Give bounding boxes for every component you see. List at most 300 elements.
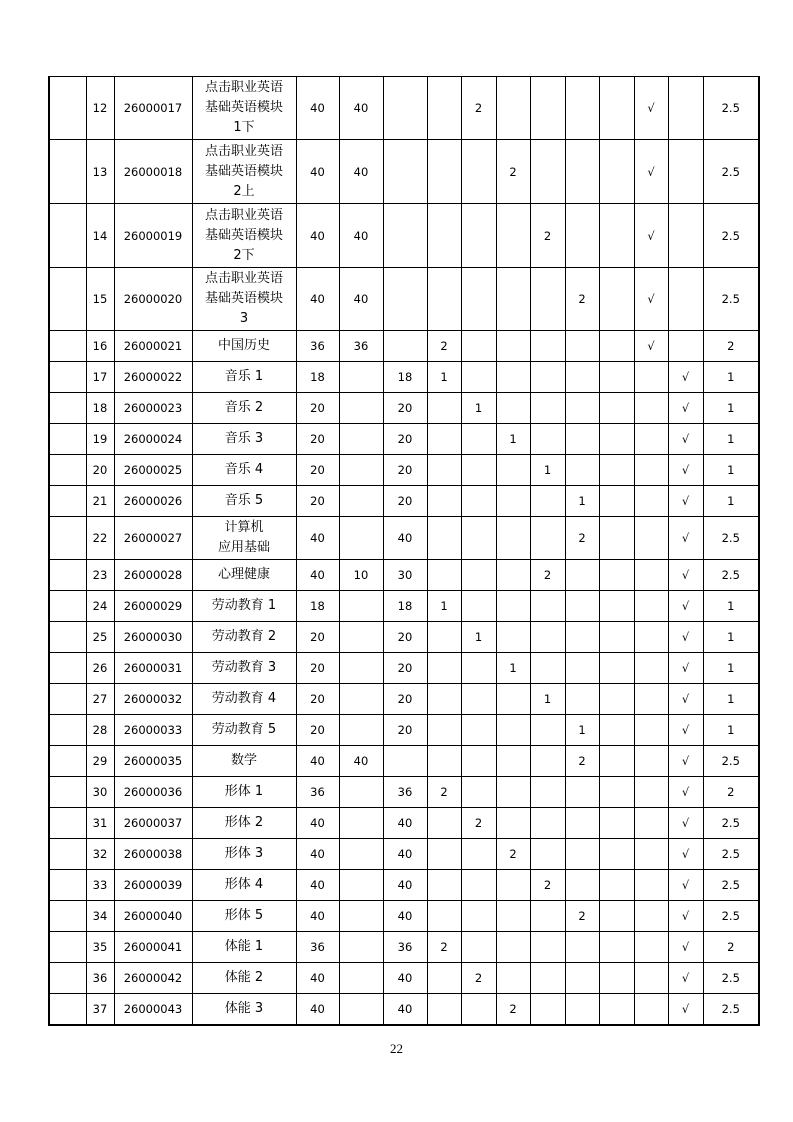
semester-3-cell bbox=[496, 517, 530, 560]
row-number-cell: 14 bbox=[86, 204, 114, 268]
assessment-col-3-cell: √ bbox=[668, 870, 703, 901]
table-row bbox=[49, 839, 759, 870]
semester-2-cell bbox=[461, 204, 496, 268]
semester-5-cell bbox=[565, 994, 599, 1025]
category-cell bbox=[49, 140, 86, 204]
semester-2-cell bbox=[461, 777, 496, 808]
course-name-cell bbox=[192, 870, 296, 901]
course-code-cell: 26000042 bbox=[114, 963, 192, 994]
course-code-cell: 26000019 bbox=[114, 204, 192, 268]
semester-4-cell bbox=[530, 932, 565, 963]
total-hours-cell: 40 bbox=[296, 808, 339, 839]
semester-3-cell bbox=[496, 393, 530, 424]
course-name-line: 形体 5 bbox=[224, 908, 264, 923]
course-name-line: 点击职业英语 bbox=[204, 80, 283, 95]
row-number-cell: 13 bbox=[86, 140, 114, 204]
assessment-col-3-cell: √ bbox=[668, 963, 703, 994]
semester-2-cell bbox=[461, 684, 496, 715]
course-code-cell: 26000018 bbox=[114, 140, 192, 204]
table-row bbox=[49, 591, 759, 622]
practice-hours-cell: 30 bbox=[383, 560, 427, 591]
course-code-cell: 26000043 bbox=[114, 994, 192, 1025]
theory-hours-cell: 36 bbox=[339, 331, 383, 362]
category-cell bbox=[49, 746, 86, 777]
assessment-col-1-cell bbox=[599, 653, 634, 684]
course-name-line: 基础英语模块 bbox=[204, 227, 283, 243]
assessment-col-1-cell bbox=[599, 932, 634, 963]
course-name-cell bbox=[192, 204, 296, 268]
practice-hours-cell bbox=[383, 204, 427, 268]
course-name-line: 体能 1 bbox=[224, 939, 264, 954]
total-hours-cell: 40 bbox=[296, 268, 339, 331]
semester-3-cell bbox=[496, 362, 530, 393]
semester-3-cell bbox=[496, 560, 530, 591]
semester-5-cell bbox=[565, 424, 599, 455]
assessment-col-1-cell bbox=[599, 331, 634, 362]
semester-1-cell: 2 bbox=[427, 932, 461, 963]
course-code-cell: 26000032 bbox=[114, 684, 192, 715]
credit-cell: 1 bbox=[703, 591, 759, 622]
course-code-cell: 26000029 bbox=[114, 591, 192, 622]
category-cell bbox=[49, 362, 86, 393]
category-cell bbox=[49, 77, 86, 140]
semester-3-cell bbox=[496, 455, 530, 486]
semester-4-cell bbox=[530, 901, 565, 932]
semester-4-cell bbox=[530, 424, 565, 455]
theory-hours-cell: 40 bbox=[339, 204, 383, 268]
course-name-line: 音乐 1 bbox=[224, 369, 264, 384]
category-cell bbox=[49, 932, 86, 963]
course-name-line: 形体 1 bbox=[224, 784, 264, 799]
total-hours-cell: 40 bbox=[296, 839, 339, 870]
row-number-cell: 19 bbox=[86, 424, 114, 455]
course-name-cell bbox=[192, 560, 296, 591]
credit-cell: 2 bbox=[703, 932, 759, 963]
total-hours-cell: 20 bbox=[296, 715, 339, 746]
table-row bbox=[49, 424, 759, 455]
semester-2-cell bbox=[461, 870, 496, 901]
practice-hours-cell: 18 bbox=[383, 591, 427, 622]
category-cell bbox=[49, 455, 86, 486]
assessment-col-1-cell bbox=[599, 684, 634, 715]
row-number-cell: 16 bbox=[86, 331, 114, 362]
course-name-line: 点击职业英语 bbox=[204, 271, 283, 286]
course-name-line: 劳动教育 4 bbox=[211, 691, 277, 706]
credit-cell: 1 bbox=[703, 455, 759, 486]
assessment-col-1-cell bbox=[599, 994, 634, 1025]
theory-hours-cell bbox=[339, 455, 383, 486]
assessment-col-2-cell bbox=[634, 560, 668, 591]
semester-2-cell bbox=[461, 455, 496, 486]
assessment-col-2-cell: √ bbox=[634, 204, 668, 268]
assessment-col-2-cell bbox=[634, 932, 668, 963]
table-row bbox=[49, 77, 759, 140]
practice-hours-cell: 40 bbox=[383, 808, 427, 839]
table-row bbox=[49, 268, 759, 331]
semester-3-cell bbox=[496, 77, 530, 140]
semester-4-cell bbox=[530, 517, 565, 560]
credit-cell: 1 bbox=[703, 486, 759, 517]
semester-1-cell bbox=[427, 560, 461, 591]
semester-1-cell bbox=[427, 140, 461, 204]
semester-4-cell bbox=[530, 777, 565, 808]
total-hours-cell: 40 bbox=[296, 140, 339, 204]
semester-1-cell bbox=[427, 204, 461, 268]
assessment-col-3-cell: √ bbox=[668, 486, 703, 517]
credit-cell: 1 bbox=[703, 424, 759, 455]
assessment-col-3-cell: √ bbox=[668, 560, 703, 591]
total-hours-cell: 36 bbox=[296, 331, 339, 362]
row-number-cell: 24 bbox=[86, 591, 114, 622]
total-hours-cell: 20 bbox=[296, 393, 339, 424]
assessment-col-2-cell bbox=[634, 901, 668, 932]
assessment-col-3-cell bbox=[668, 268, 703, 331]
practice-hours-cell bbox=[383, 331, 427, 362]
credit-cell: 2.5 bbox=[703, 870, 759, 901]
semester-4-cell bbox=[530, 715, 565, 746]
semester-2-cell: 2 bbox=[461, 808, 496, 839]
total-hours-cell: 40 bbox=[296, 746, 339, 777]
semester-3-cell: 2 bbox=[496, 140, 530, 204]
table-row bbox=[49, 393, 759, 424]
practice-hours-cell: 20 bbox=[383, 486, 427, 517]
table-row bbox=[49, 653, 759, 684]
category-cell bbox=[49, 331, 86, 362]
semester-3-cell: 2 bbox=[496, 839, 530, 870]
assessment-col-3-cell bbox=[668, 77, 703, 140]
assessment-col-1-cell bbox=[599, 746, 634, 777]
assessment-col-1-cell bbox=[599, 486, 634, 517]
practice-hours-cell: 40 bbox=[383, 839, 427, 870]
semester-2-cell bbox=[461, 331, 496, 362]
semester-1-cell bbox=[427, 963, 461, 994]
course-name-line: 心理健康 bbox=[217, 567, 270, 582]
credit-cell: 1 bbox=[703, 622, 759, 653]
credit-cell: 1 bbox=[703, 715, 759, 746]
total-hours-cell: 40 bbox=[296, 517, 339, 560]
theory-hours-cell: 40 bbox=[339, 140, 383, 204]
course-name-line: 1下 bbox=[233, 120, 255, 135]
semester-1-cell bbox=[427, 653, 461, 684]
semester-4-cell bbox=[530, 963, 565, 994]
assessment-col-3-cell: √ bbox=[668, 653, 703, 684]
row-number-cell: 25 bbox=[86, 622, 114, 653]
theory-hours-cell bbox=[339, 870, 383, 901]
credit-cell: 2.5 bbox=[703, 839, 759, 870]
semester-2-cell bbox=[461, 901, 496, 932]
theory-hours-cell bbox=[339, 932, 383, 963]
semester-5-cell bbox=[565, 362, 599, 393]
theory-hours-cell bbox=[339, 591, 383, 622]
practice-hours-cell: 18 bbox=[383, 362, 427, 393]
course-name-cell bbox=[192, 777, 296, 808]
semester-4-cell bbox=[530, 268, 565, 331]
semester-1-cell bbox=[427, 517, 461, 560]
assessment-col-3-cell: √ bbox=[668, 393, 703, 424]
course-name-line: 音乐 4 bbox=[224, 462, 264, 477]
row-number-cell: 23 bbox=[86, 560, 114, 591]
table-body bbox=[49, 77, 759, 1025]
table-row bbox=[49, 746, 759, 777]
course-name-line: 应用基础 bbox=[217, 540, 270, 555]
semester-1-cell bbox=[427, 746, 461, 777]
course-name-line: 形体 2 bbox=[224, 815, 264, 830]
credit-cell: 2.5 bbox=[703, 204, 759, 268]
course-name-cell bbox=[192, 653, 296, 684]
semester-4-cell bbox=[530, 362, 565, 393]
theory-hours-cell: 40 bbox=[339, 746, 383, 777]
semester-4-cell: 2 bbox=[530, 560, 565, 591]
assessment-col-1-cell bbox=[599, 393, 634, 424]
course-name-line: 点击职业英语 bbox=[204, 207, 283, 223]
category-cell bbox=[49, 808, 86, 839]
semester-5-cell: 2 bbox=[565, 517, 599, 560]
theory-hours-cell: 40 bbox=[339, 77, 383, 140]
table-row bbox=[49, 455, 759, 486]
practice-hours-cell: 40 bbox=[383, 963, 427, 994]
assessment-col-2-cell: √ bbox=[634, 331, 668, 362]
row-number-cell: 31 bbox=[86, 808, 114, 839]
semester-3-cell bbox=[496, 777, 530, 808]
theory-hours-cell: 40 bbox=[339, 268, 383, 331]
practice-hours-cell: 20 bbox=[383, 455, 427, 486]
category-cell bbox=[49, 839, 86, 870]
semester-3-cell bbox=[496, 268, 530, 331]
total-hours-cell: 40 bbox=[296, 963, 339, 994]
assessment-col-1-cell bbox=[599, 424, 634, 455]
row-number-cell: 18 bbox=[86, 393, 114, 424]
total-hours-cell: 20 bbox=[296, 424, 339, 455]
theory-hours-cell bbox=[339, 684, 383, 715]
semester-5-cell bbox=[565, 204, 599, 268]
course-code-cell: 26000033 bbox=[114, 715, 192, 746]
course-code-cell: 26000031 bbox=[114, 653, 192, 684]
row-number-cell: 35 bbox=[86, 932, 114, 963]
course-name-cell bbox=[192, 486, 296, 517]
course-code-cell: 26000039 bbox=[114, 870, 192, 901]
assessment-col-3-cell: √ bbox=[668, 777, 703, 808]
practice-hours-cell: 40 bbox=[383, 517, 427, 560]
semester-5-cell bbox=[565, 455, 599, 486]
total-hours-cell: 40 bbox=[296, 204, 339, 268]
category-cell bbox=[49, 268, 86, 331]
semester-5-cell bbox=[565, 331, 599, 362]
semester-2-cell bbox=[461, 591, 496, 622]
practice-hours-cell: 36 bbox=[383, 932, 427, 963]
course-name-cell bbox=[192, 140, 296, 204]
course-name-line: 2下 bbox=[233, 247, 255, 263]
course-name-line: 音乐 5 bbox=[224, 493, 264, 508]
semester-4-cell bbox=[530, 839, 565, 870]
course-name-cell bbox=[192, 622, 296, 653]
semester-4-cell bbox=[530, 77, 565, 140]
semester-5-cell bbox=[565, 932, 599, 963]
course-name-line: 数学 bbox=[230, 753, 257, 768]
theory-hours-cell: 10 bbox=[339, 560, 383, 591]
theory-hours-cell bbox=[339, 486, 383, 517]
assessment-col-2-cell bbox=[634, 684, 668, 715]
course-code-cell: 26000020 bbox=[114, 268, 192, 331]
semester-1-cell bbox=[427, 77, 461, 140]
course-name-line: 体能 3 bbox=[224, 1000, 264, 1016]
assessment-col-3-cell: √ bbox=[668, 994, 703, 1025]
course-name-line: 基础英语模块 bbox=[204, 291, 283, 306]
semester-5-cell bbox=[565, 77, 599, 140]
credit-cell: 2.5 bbox=[703, 808, 759, 839]
semester-5-cell bbox=[565, 839, 599, 870]
course-name-line: 计算机 bbox=[224, 520, 264, 535]
total-hours-cell: 40 bbox=[296, 994, 339, 1025]
table-row bbox=[49, 684, 759, 715]
category-cell bbox=[49, 560, 86, 591]
semester-2-cell bbox=[461, 715, 496, 746]
table-row bbox=[49, 715, 759, 746]
semester-1-cell: 1 bbox=[427, 591, 461, 622]
credit-cell: 2.5 bbox=[703, 77, 759, 140]
semester-1-cell bbox=[427, 268, 461, 331]
row-number-cell: 30 bbox=[86, 777, 114, 808]
category-cell bbox=[49, 901, 86, 932]
assessment-col-2-cell bbox=[634, 994, 668, 1025]
total-hours-cell: 20 bbox=[296, 622, 339, 653]
practice-hours-cell bbox=[383, 140, 427, 204]
semester-4-cell bbox=[530, 622, 565, 653]
semester-2-cell bbox=[461, 839, 496, 870]
semester-1-cell bbox=[427, 455, 461, 486]
course-code-cell: 26000025 bbox=[114, 455, 192, 486]
course-name-cell bbox=[192, 268, 296, 331]
assessment-col-2-cell bbox=[634, 455, 668, 486]
assessment-col-3-cell: √ bbox=[668, 839, 703, 870]
credit-cell: 2.5 bbox=[703, 560, 759, 591]
semester-4-cell: 2 bbox=[530, 870, 565, 901]
assessment-col-3-cell: √ bbox=[668, 808, 703, 839]
credit-cell: 2 bbox=[703, 331, 759, 362]
course-name-line: 体能 2 bbox=[224, 970, 264, 985]
assessment-col-2-cell: √ bbox=[634, 140, 668, 204]
assessment-col-3-cell: √ bbox=[668, 901, 703, 932]
category-cell bbox=[49, 622, 86, 653]
category-cell bbox=[49, 517, 86, 560]
semester-3-cell bbox=[496, 870, 530, 901]
semester-5-cell bbox=[565, 653, 599, 684]
semester-2-cell: 2 bbox=[461, 77, 496, 140]
practice-hours-cell bbox=[383, 77, 427, 140]
row-number-cell: 32 bbox=[86, 839, 114, 870]
course-table bbox=[48, 76, 760, 1026]
row-number-cell: 22 bbox=[86, 517, 114, 560]
course-name-line: 中国历史 bbox=[217, 338, 270, 353]
assessment-col-1-cell bbox=[599, 77, 634, 140]
course-name-cell bbox=[192, 715, 296, 746]
semester-2-cell bbox=[461, 362, 496, 393]
credit-cell: 2.5 bbox=[703, 901, 759, 932]
assessment-col-3-cell: √ bbox=[668, 622, 703, 653]
semester-1-cell bbox=[427, 901, 461, 932]
semester-2-cell bbox=[461, 140, 496, 204]
semester-3-cell bbox=[496, 808, 530, 839]
course-name-line: 音乐 3 bbox=[224, 431, 264, 446]
practice-hours-cell: 40 bbox=[383, 870, 427, 901]
semester-4-cell bbox=[530, 653, 565, 684]
total-hours-cell: 20 bbox=[296, 653, 339, 684]
table-row bbox=[49, 808, 759, 839]
semester-5-cell bbox=[565, 591, 599, 622]
category-cell bbox=[49, 963, 86, 994]
semester-1-cell bbox=[427, 808, 461, 839]
total-hours-cell: 20 bbox=[296, 684, 339, 715]
course-code-cell: 26000017 bbox=[114, 77, 192, 140]
theory-hours-cell bbox=[339, 777, 383, 808]
row-number-cell: 17 bbox=[86, 362, 114, 393]
assessment-col-2-cell: √ bbox=[634, 268, 668, 331]
course-name-line: 劳动教育 3 bbox=[211, 660, 277, 675]
course-name-cell bbox=[192, 591, 296, 622]
credit-cell: 2.5 bbox=[703, 994, 759, 1025]
semester-5-cell: 2 bbox=[565, 901, 599, 932]
table-row bbox=[49, 932, 759, 963]
theory-hours-cell bbox=[339, 517, 383, 560]
assessment-col-3-cell: √ bbox=[668, 932, 703, 963]
table-row bbox=[49, 204, 759, 268]
semester-1-cell bbox=[427, 424, 461, 455]
total-hours-cell: 40 bbox=[296, 560, 339, 591]
practice-hours-cell: 20 bbox=[383, 684, 427, 715]
semester-3-cell: 1 bbox=[496, 653, 530, 684]
semester-5-cell bbox=[565, 870, 599, 901]
semester-3-cell bbox=[496, 684, 530, 715]
course-code-cell: 26000021 bbox=[114, 331, 192, 362]
assessment-col-3-cell bbox=[668, 204, 703, 268]
theory-hours-cell bbox=[339, 963, 383, 994]
assessment-col-2-cell: √ bbox=[634, 77, 668, 140]
course-name-line: 劳动教育 2 bbox=[211, 629, 277, 644]
row-number-cell: 33 bbox=[86, 870, 114, 901]
course-code-cell: 26000026 bbox=[114, 486, 192, 517]
semester-4-cell: 2 bbox=[530, 204, 565, 268]
semester-1-cell bbox=[427, 715, 461, 746]
theory-hours-cell bbox=[339, 362, 383, 393]
semester-3-cell bbox=[496, 746, 530, 777]
assessment-col-1-cell bbox=[599, 870, 634, 901]
course-name-cell bbox=[192, 994, 296, 1025]
practice-hours-cell: 40 bbox=[383, 994, 427, 1025]
table-row bbox=[49, 622, 759, 653]
course-name-cell bbox=[192, 77, 296, 140]
semester-1-cell bbox=[427, 870, 461, 901]
semester-1-cell: 1 bbox=[427, 362, 461, 393]
course-name-cell bbox=[192, 331, 296, 362]
assessment-col-2-cell bbox=[634, 808, 668, 839]
semester-4-cell bbox=[530, 808, 565, 839]
assessment-col-2-cell bbox=[634, 424, 668, 455]
course-name-line: 劳动教育 1 bbox=[211, 598, 277, 613]
credit-cell: 2 bbox=[703, 777, 759, 808]
assessment-col-3-cell: √ bbox=[668, 424, 703, 455]
category-cell bbox=[49, 777, 86, 808]
table-row bbox=[49, 517, 759, 560]
semester-1-cell bbox=[427, 622, 461, 653]
assessment-col-1-cell bbox=[599, 901, 634, 932]
course-code-cell: 26000037 bbox=[114, 808, 192, 839]
semester-4-cell: 1 bbox=[530, 684, 565, 715]
assessment-col-1-cell bbox=[599, 140, 634, 204]
assessment-col-2-cell bbox=[634, 870, 668, 901]
course-code-cell: 26000040 bbox=[114, 901, 192, 932]
semester-3-cell bbox=[496, 715, 530, 746]
course-name-cell bbox=[192, 932, 296, 963]
semester-2-cell bbox=[461, 424, 496, 455]
